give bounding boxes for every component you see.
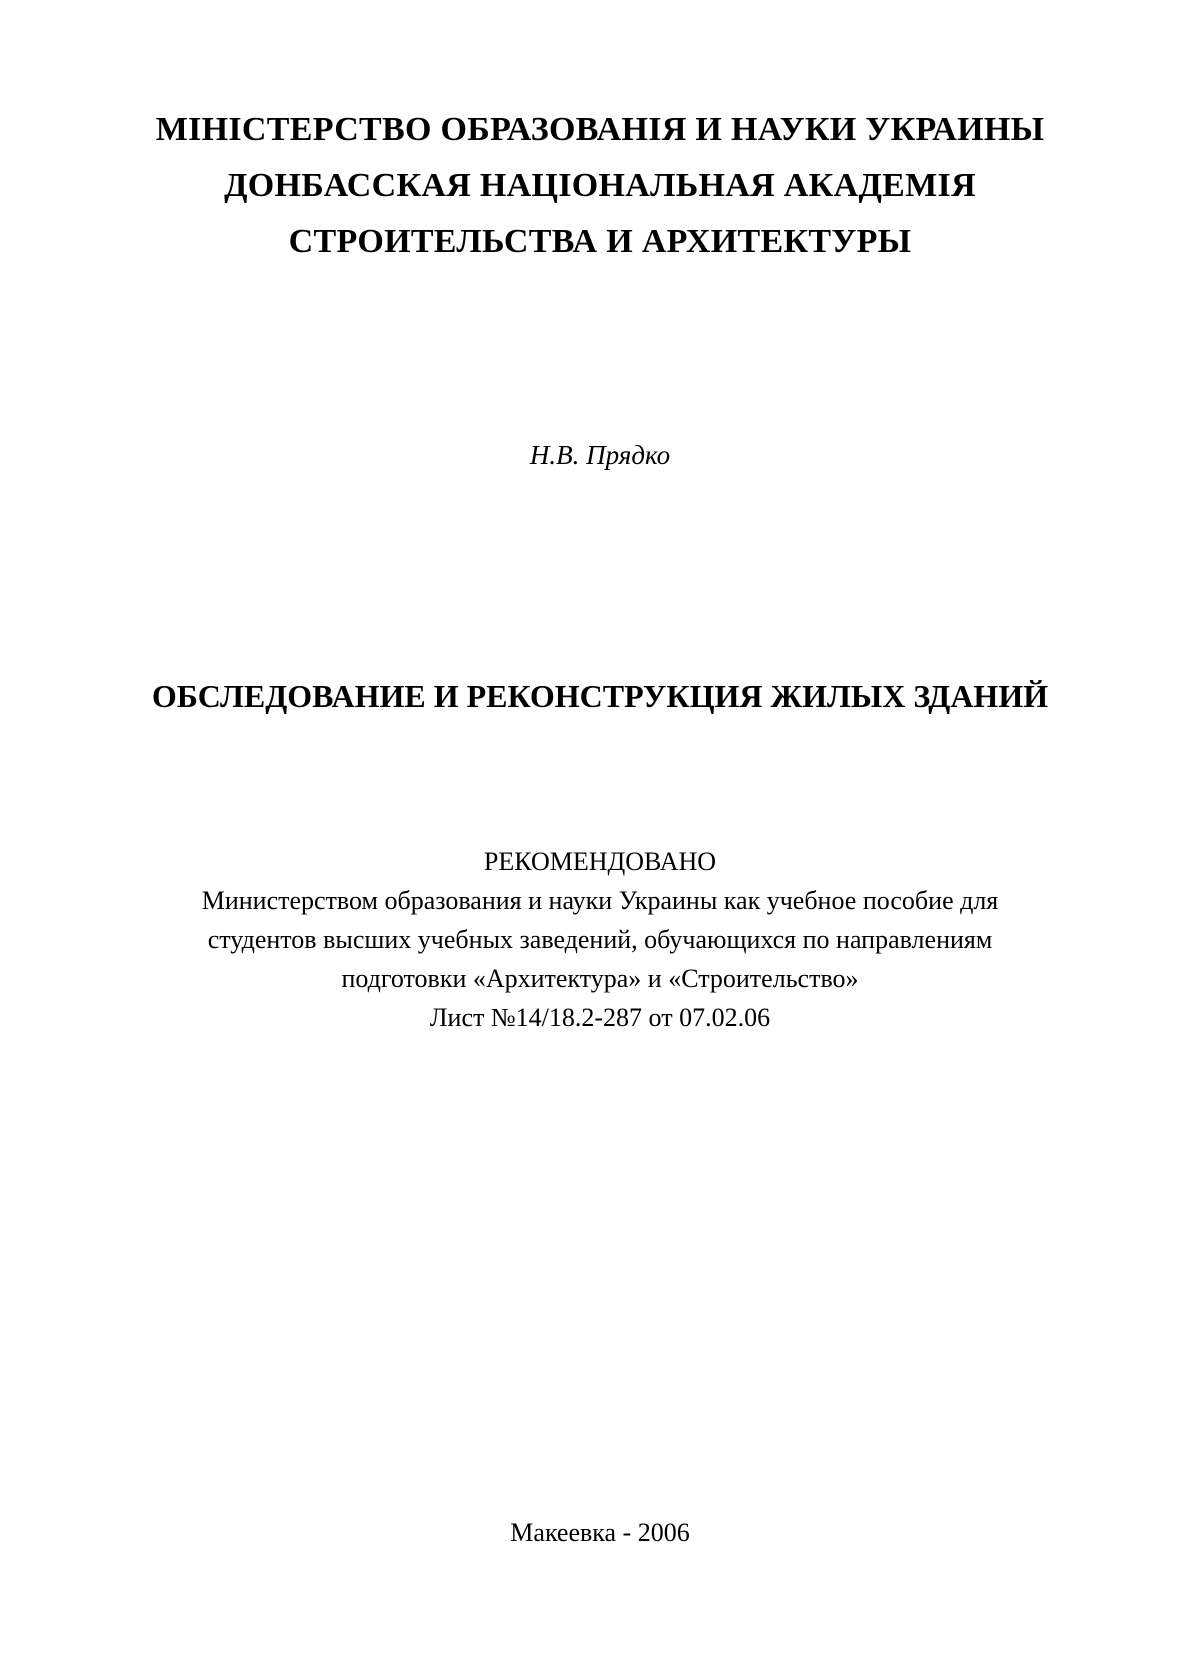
recommendation-block — [0, 842, 1200, 1037]
recommendation-line: подготовки «Архитектура» и «Строительство» — [341, 964, 859, 993]
recommendation-line: студентов высших учебных заведений, обучающихся по направлениям — [207, 925, 993, 954]
institution-header — [0, 102, 1200, 270]
header-line-ministry: МІНІСТЕРСТВО ОБРАЗОВАНІЯ И НАУКИ УКРАИНЫ — [155, 111, 1045, 148]
recommendation-heading: РЕКОМЕНДОВАНО — [483, 847, 717, 876]
header-line-academy-field: СТРОИТЕЛЬСТВА И АРХИТЕКТУРЫ — [288, 223, 912, 260]
header-line-academy: ДОНБАССКАЯ НАЦІОНАЛЬНАЯ АКАДЕМІЯ — [224, 167, 976, 204]
city-year: Макеевка - 2006 — [510, 1518, 690, 1547]
author-name: Н.В. Прядко — [529, 440, 671, 470]
document-title: ОБСЛЕДОВАНИЕ И РЕКОНСТРУКЦИЯ ЖИЛЫХ ЗДАНИЙ — [151, 678, 1049, 714]
recommendation-line: Министерством образования и науки Украины как учебное пособие для — [201, 886, 999, 915]
recommendation-reference: Лист №14/18.2-287 от 07.02.06 — [429, 1003, 771, 1032]
